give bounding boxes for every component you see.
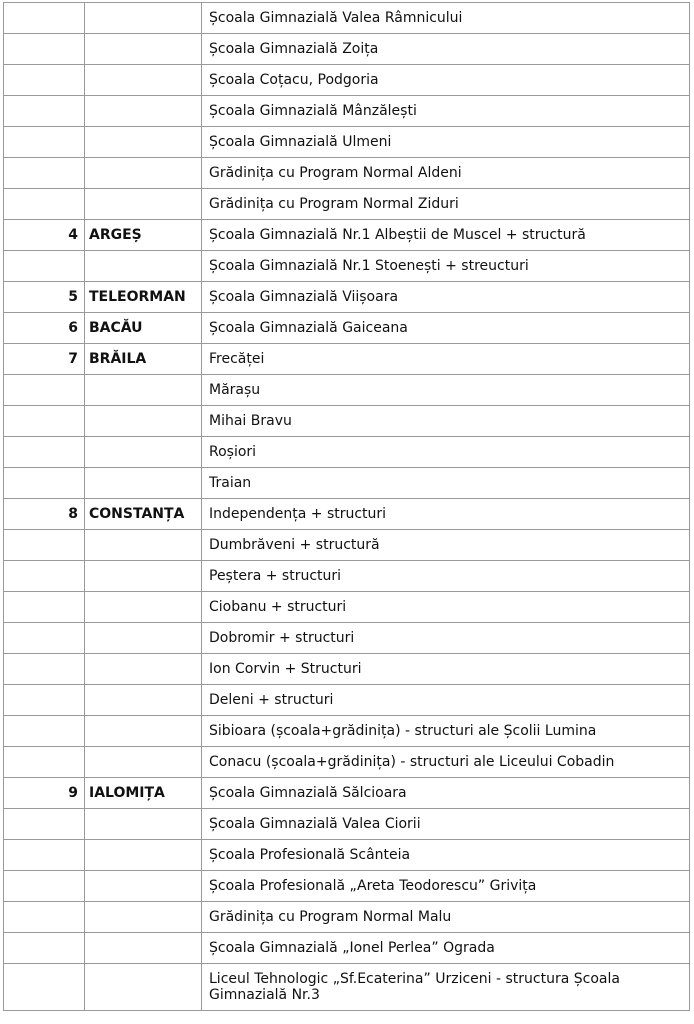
table-row [4,375,690,406]
county-cell [85,933,202,964]
table-row [4,282,690,313]
row-number-cell: 8 [4,499,85,530]
county-cell: CONSTANȚA [85,499,202,530]
table-row [4,313,690,344]
row-number-cell [4,871,85,902]
county-cell [85,623,202,654]
row-number-cell: 6 [4,313,85,344]
school-name-cell: Mihai Bravu [202,406,690,437]
table-row [4,747,690,778]
school-name-cell: Ion Corvin + Structuri [202,654,690,685]
county-cell [85,530,202,561]
county-cell [85,468,202,499]
school-name-cell: Dumbrăveni + structură [202,530,690,561]
row-number-cell [4,251,85,282]
school-name-cell: Dobromir + structuri [202,623,690,654]
school-name-cell: Școala Gimnazială Ulmeni [202,127,690,158]
schools-table-body [4,3,690,1011]
school-name-cell: Frecăței [202,344,690,375]
county-cell: BACĂU [85,313,202,344]
table-row [4,840,690,871]
school-name-cell: Grădinița cu Program Normal Malu [202,902,690,933]
table-row [4,654,690,685]
county-cell [85,189,202,220]
row-number-cell [4,902,85,933]
table-row [4,933,690,964]
row-number-cell [4,685,85,716]
row-number-cell: 9 [4,778,85,809]
school-name-cell: Traian [202,468,690,499]
table-row [4,96,690,127]
table-row [4,468,690,499]
row-number-cell [4,592,85,623]
county-cell [85,871,202,902]
school-name-cell: Independența + structuri [202,499,690,530]
table-row [4,437,690,468]
county-cell [85,375,202,406]
county-cell [85,251,202,282]
table-row [4,251,690,282]
school-name-cell: Școala Profesională „Areta Teodorescu” Grivița [202,871,690,902]
table-row [4,499,690,530]
table-row [4,65,690,96]
row-number-cell [4,716,85,747]
table-row [4,623,690,654]
row-number-cell [4,3,85,34]
county-cell [85,3,202,34]
county-cell [85,964,202,1011]
row-number-cell [4,809,85,840]
row-number-cell [4,158,85,189]
row-number-cell [4,964,85,1011]
school-name-cell: Deleni + structuri [202,685,690,716]
table-row [4,809,690,840]
row-number-cell [4,96,85,127]
school-name-cell: Școala Gimnazială Viișoara [202,282,690,313]
county-cell: ARGEȘ [85,220,202,251]
row-number-cell [4,375,85,406]
school-name-cell: Conacu (școala+grădinița) - structuri ale Liceului Cobadin [202,747,690,778]
county-cell [85,809,202,840]
county-cell: IALOMIȚA [85,778,202,809]
row-number-cell: 5 [4,282,85,313]
table-row [4,778,690,809]
row-number-cell [4,933,85,964]
county-cell [85,685,202,716]
county-cell [85,747,202,778]
row-number-cell [4,65,85,96]
county-cell [85,127,202,158]
school-name-cell: Școala Gimnazială Mânzălești [202,96,690,127]
row-number-cell [4,561,85,592]
row-number-cell [4,747,85,778]
table-row [4,871,690,902]
school-name-cell: Școala Gimnazială Nr.1 Stoenești + streucturi [202,251,690,282]
school-name-cell: Școala Gimnazială „Ionel Perlea” Ograda [202,933,690,964]
county-cell [85,65,202,96]
table-row [4,158,690,189]
table-row [4,561,690,592]
school-name-cell: Școala Gimnazială Nr.1 Albeștii de Muscel + structură [202,220,690,251]
school-name-cell: Ciobanu + structuri [202,592,690,623]
table-row [4,902,690,933]
row-number-cell [4,189,85,220]
table-row [4,127,690,158]
school-name-cell: Școala Coțacu, Podgoria [202,65,690,96]
table-row [4,189,690,220]
row-number-cell [4,623,85,654]
school-name-cell: Mărașu [202,375,690,406]
county-cell [85,902,202,933]
table-row [4,592,690,623]
table-row [4,530,690,561]
row-number-cell [4,127,85,158]
school-name-cell: Peștera + structuri [202,561,690,592]
table-row [4,964,690,1011]
row-number-cell [4,406,85,437]
county-cell [85,716,202,747]
county-cell [85,654,202,685]
row-number-cell: 7 [4,344,85,375]
county-cell [85,437,202,468]
county-cell [85,561,202,592]
row-number-cell: 4 [4,220,85,251]
county-cell [85,96,202,127]
table-row [4,716,690,747]
school-name-cell: Roșiori [202,437,690,468]
school-name-cell: Grădinița cu Program Normal Aldeni [202,158,690,189]
county-cell [85,592,202,623]
county-cell [85,34,202,65]
row-number-cell [4,34,85,65]
row-number-cell [4,437,85,468]
table-row [4,3,690,34]
row-number-cell [4,530,85,561]
table-row [4,685,690,716]
school-name-cell: Școala Gimnazială Sălcioara [202,778,690,809]
school-name-cell: Liceul Tehnologic „Sf.Ecaterina” Urziceni - structura Școala Gimnazială Nr.3 [202,964,690,1011]
school-name-cell: Școala Profesională Scânteia [202,840,690,871]
table-row [4,220,690,251]
school-name-cell: Școala Gimnazială Valea Râmnicului [202,3,690,34]
schools-table [3,2,690,1011]
school-name-cell: Școala Gimnazială Zoița [202,34,690,65]
row-number-cell [4,840,85,871]
school-name-cell: Școala Gimnazială Valea Ciorii [202,809,690,840]
row-number-cell [4,654,85,685]
county-cell [85,406,202,437]
county-cell: TELEORMAN [85,282,202,313]
row-number-cell [4,468,85,499]
county-cell: BRĂILA [85,344,202,375]
school-name-cell: Sibioara (școala+grădinița) - structuri ale Școlii Lumina [202,716,690,747]
table-row [4,344,690,375]
county-cell [85,158,202,189]
table-row [4,406,690,437]
school-name-cell: Grădinița cu Program Normal Ziduri [202,189,690,220]
school-name-cell: Școala Gimnazială Gaiceana [202,313,690,344]
county-cell [85,840,202,871]
table-row [4,34,690,65]
